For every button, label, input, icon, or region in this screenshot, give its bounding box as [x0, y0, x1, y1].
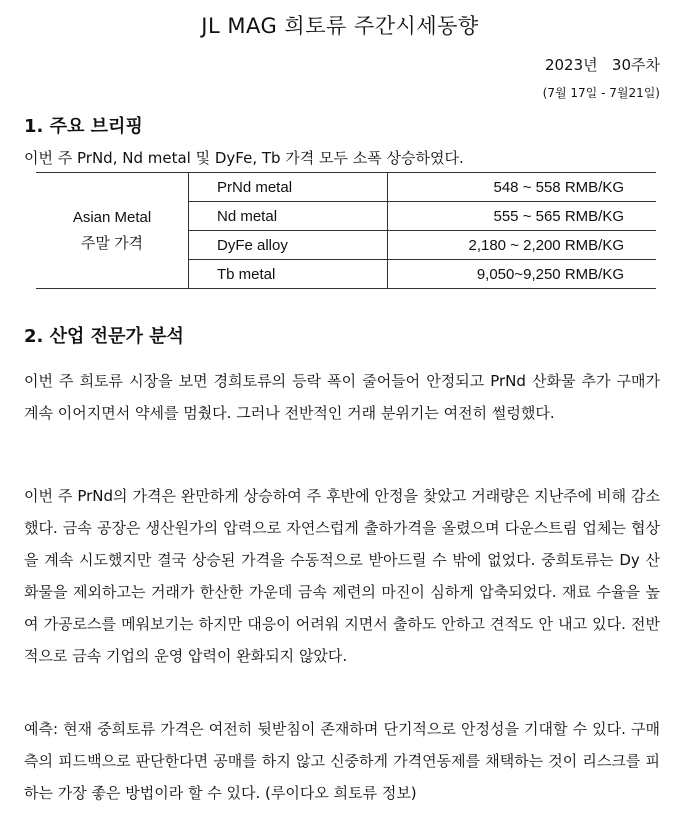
price-table — [36, 172, 656, 289]
briefing-summary: 이번 주 PrNd, Nd metal 및 DyFe, Tb 가격 모두 소폭 상승하였다. — [24, 149, 464, 167]
section-heading-analysis: 2. 산업 전문가 분석 — [24, 326, 184, 347]
table-cell-price: 548 ~ 558 RMB/KG — [388, 173, 657, 202]
table-cell-item: DyFe alloy — [189, 231, 388, 260]
table-cell-item: Tb metal — [189, 260, 388, 289]
table-cell-item: Nd metal — [189, 202, 388, 231]
price-source-sub: 주말 가격 — [80, 234, 144, 252]
price-source-label — [36, 173, 189, 289]
forecast-paragraph: 예측: 현재 중희토류 가격은 여전히 뒷받침이 존재하며 단기적으로 안정성을 기대할 수 있다. 구매 측의 피드백으로 판단한다면 공매를 하지 않고 신중하게 가격연동제를 채택하는 것이 리스크를 피하는 가장 좋은 방법이라 할 수 있다. (루이다오 희토류 정보) — [24, 720, 660, 802]
table-cell-item: PrNd metal — [189, 173, 388, 202]
analysis-paragraph-2: 이번 주 PrNd의 가격은 완만하게 상승하여 주 후반에 안정을 찾았고 거래량은 지난주에 비해 감소했다. 금속 공장은 생산원가의 압력으로 자연스럽게 출하가격을 올렸으며 다운스트림 업체는 협상을 계속 시도했지만 결국 상승된 가격을 수동적으로 받아드릴 수 밖에 없었다. 중희토류는 Dy 산화물을 제외하고는 거래가 한산한 가운데 금속 제련의 마진이 심하게 압축되었다. 재료 수율을 높여 가공로스를 메워보기는 하지만 대응이 어려워 지면서 출하도 안하고 견적도 안 내고 있다. 전반적으로 금속 기업의 운영 압력이 완화되지 않았다. — [24, 487, 660, 665]
table-row — [36, 173, 656, 202]
table-cell-price: 9,050~9,250 RMB/KG — [388, 260, 657, 289]
week-label: 2023년 30주차 — [544, 56, 660, 74]
table-cell-price: 555 ~ 565 RMB/KG — [388, 202, 657, 231]
price-source-name: Asian Metal — [72, 208, 152, 226]
section-heading-briefing: 1. 주요 브리핑 — [24, 116, 143, 137]
date-range: (7월 17일 - 7월21일) — [542, 86, 660, 100]
table-cell-price: 2,180 ~ 2,200 RMB/KG — [388, 231, 657, 260]
document-title: JL MAG 희토류 주간시세동향 — [201, 14, 479, 38]
analysis-paragraph-1: 이번 주 희토류 시장을 보면 경희토류의 등락 폭이 줄어들어 안정되고 PrNd 산화물 추가 구매가 계속 이어지면서 약세를 멈췄다. 그러나 전반적인 거래 분위기는 여전히 썰렁했다. — [24, 372, 660, 422]
